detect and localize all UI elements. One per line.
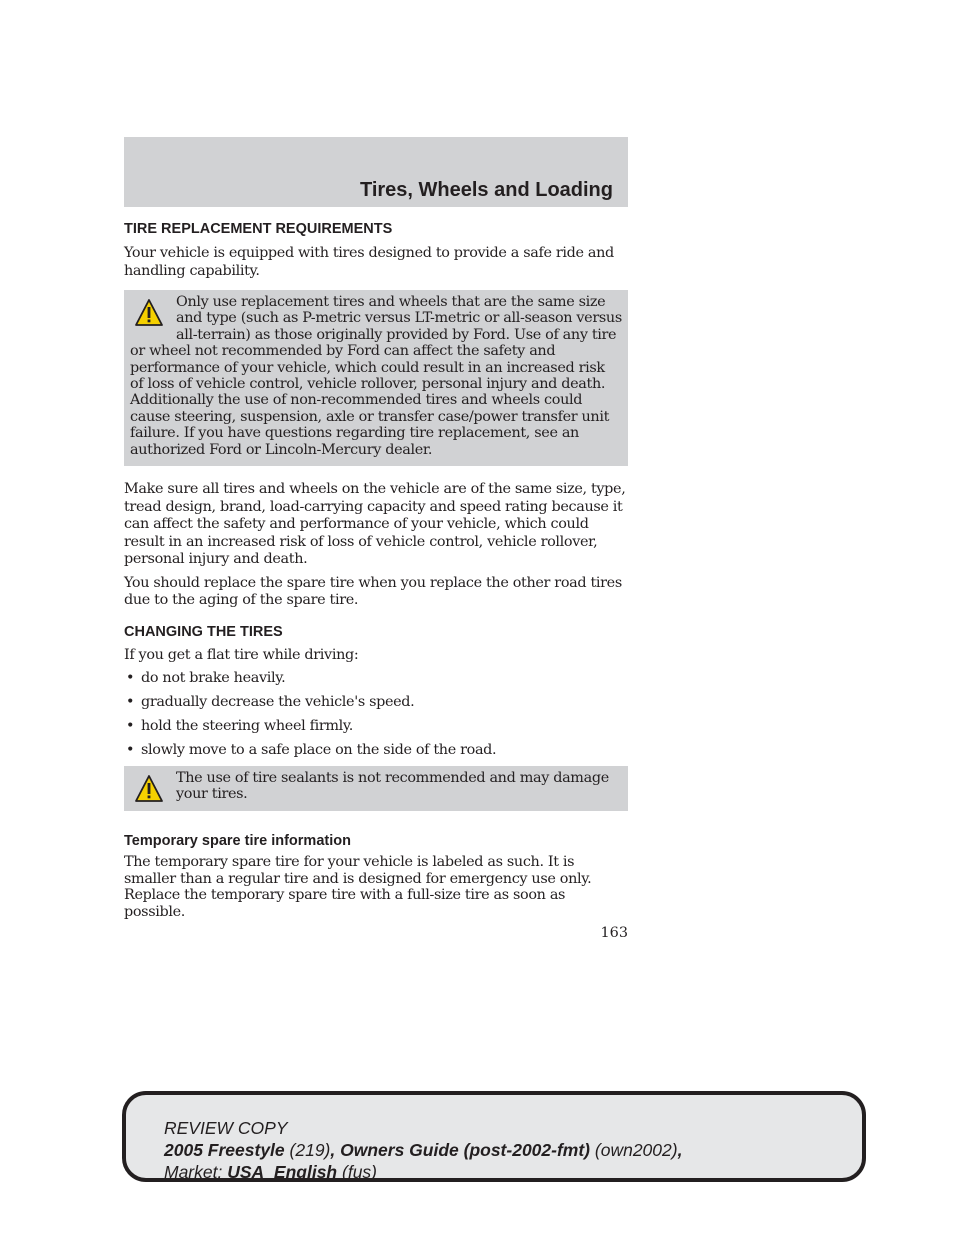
review-copy-label: REVIEW COPY [164, 1118, 288, 1138]
review-copy-footer [122, 1091, 866, 1182]
section-heading-temporary-spare: Temporary spare tire information [124, 833, 351, 849]
chapter-header-band [124, 137, 628, 207]
list-item: • hold the steering wheel firmly. [126, 718, 353, 734]
section-heading-tire-replacement: TIRE REPLACEMENT REQUIREMENTS [124, 221, 393, 237]
warning-box-sealants [124, 766, 628, 811]
list-item: • do not brake heavily. [126, 670, 286, 686]
page-number: 163 [600, 925, 628, 941]
intro-paragraph: Your vehicle is equipped with tires designed to provide a safe ride and handling capability. [124, 245, 614, 279]
paragraph-spare-aging: You should replace the spare tire when you replace the other road tires due to the aging of the spare tire. [124, 574, 622, 608]
flat-tire-steps-list [124, 670, 628, 760]
list-item: • gradually decrease the vehicle's speed. [126, 694, 415, 710]
chapter-title: Tires, Wheels and Loading [359, 179, 613, 201]
temporary-spare-paragraph: The temporary spare tire for your vehicle is labeled as such. It is smaller than a regular tire and is designed for emergency use only. Replace the temporary spare tire with a full-size tire as soon as possible. [124, 854, 592, 920]
warning-box-replacement [124, 290, 628, 466]
section-heading-changing-tires: CHANGING THE TIRES [124, 623, 283, 640]
review-copy-text [164, 1117, 682, 1183]
flat-tire-intro: If you get a flat tire while driving: [124, 646, 359, 663]
warning-triangle-icon [134, 298, 164, 328]
paragraph-same-size: Make sure all tires and wheels on the vehicle are of the same size, type, tread design, brand, load-carrying capacity and speed rating because it can affect the safety and performance of your vehicle, which could result in an increased risk of loss of vehicle control, vehicle rollover, personal injury and death. [124, 481, 626, 567]
review-copy-market-line: Market: USA_English (fus) [164, 1162, 377, 1182]
warning-text-sealants: The use of tire sealants is not recommended and may damage your tires. [176, 770, 609, 803]
review-copy-product-line: 2005 Freestyle (219), Owners Guide (post-2002-fmt) (own2002), [164, 1140, 683, 1160]
warning-triangle-icon [134, 774, 164, 804]
list-item: • slowly move to a safe place on the side of the road. [126, 742, 497, 758]
page-content [124, 219, 628, 920]
warning-text-replacement: Only use replacement tires and wheels that are the same size and type (such as P-metric versus LT-metric or all-season versus all-terrain) as those originally provided by Ford. Use of any tire or wheel not recommended by Ford can affect the safety and performance of your vehicle, which could result in an increased risk of loss of vehicle control, vehicle rollover, personal injury and death. Additionally the use of non-recommended tires and wheels could cause steering, suspension, axle or transfer case/power transfer unit failure. If you have questions regarding tire replacement, see an authorized Ford or Lincoln-Mercury dealer. [130, 294, 622, 458]
